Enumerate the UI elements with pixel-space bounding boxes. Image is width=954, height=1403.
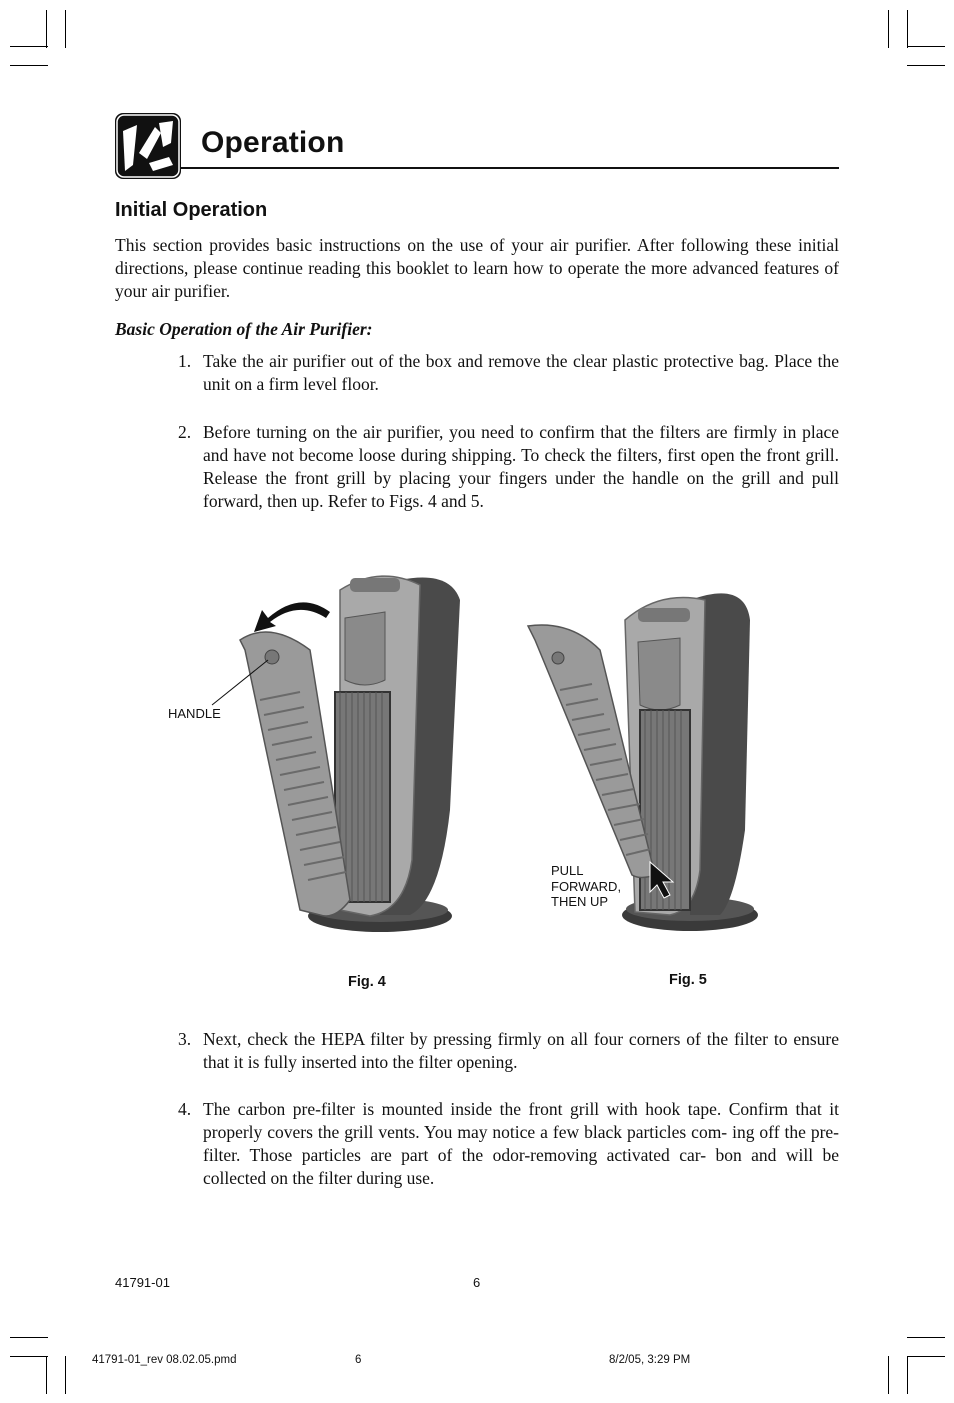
- subheading: Basic Operation of the Air Purifier:: [115, 319, 373, 339]
- page-number: 6: [473, 1275, 481, 1290]
- pull-forward-label-line: THEN UP: [551, 894, 609, 909]
- list-item-number: 3.: [178, 1029, 192, 1049]
- list-item: [178, 421, 839, 513]
- doc-number: 41791-01: [115, 1275, 170, 1290]
- page-title: Operation: [201, 126, 345, 159]
- list-item-number: 1.: [178, 351, 192, 371]
- list-item-text: Take the air purifier out of the box and remove the clear plastic protective bag. Place the unit on a firm level floor.: [203, 351, 839, 394]
- list-item: [178, 1098, 839, 1190]
- list-item: [178, 350, 839, 396]
- slug-datetime: 8/2/05, 3:29 PM: [609, 1354, 691, 1366]
- pull-forward-label-line: FORWARD,: [551, 878, 622, 894]
- pull-forward-label: [551, 863, 621, 910]
- slug-page: 6: [355, 1354, 362, 1366]
- list-item-text: Next, check the HEPA filter by pressing firmly on all four corners of the filter to ensure that it is fully inserted into the filter opening.: [203, 1029, 839, 1072]
- pull-forward-label-line: PULL: [551, 863, 584, 878]
- list-item-text: Before turning on the air purifier, you need to confirm that the filters are firmly in place and have not become loose during shipping. To check the filters, first open the front grill. Release the front grill by placing your fingers under the handle on the grill and pull forward, then up. Refer to Figs. 4 and 5.: [203, 422, 839, 511]
- handle-label: HANDLE: [168, 706, 221, 721]
- section-heading: Initial Operation: [115, 199, 268, 221]
- section-icon: [115, 113, 181, 179]
- list-item-text: The carbon pre-filter is mounted inside the front grill with hook tape. Confirm that it properly covers the grill vents. You may notice a few black particles com- ing off the pre-filter. Those particles are part of the odor-removing activated car- bon and will be collected on the filter during use.: [203, 1099, 839, 1188]
- list-item: [178, 1028, 839, 1074]
- list-item-number: 4.: [178, 1099, 192, 1119]
- figure-5-caption: Fig. 5: [669, 972, 707, 988]
- header-rule: [181, 167, 839, 169]
- list-item-number: 2.: [178, 422, 192, 442]
- figure-4-caption: Fig. 4: [348, 974, 386, 990]
- slug-file: 41791-01_rev 08.02.05.pmd: [92, 1354, 237, 1366]
- figure-4: [150, 560, 480, 940]
- intro-paragraph: This section provides basic instructions on the use of your air purifier. After following these initial directions, please continue reading this booklet to learn how to operate the more advanced features of your air purifier.: [115, 235, 839, 301]
